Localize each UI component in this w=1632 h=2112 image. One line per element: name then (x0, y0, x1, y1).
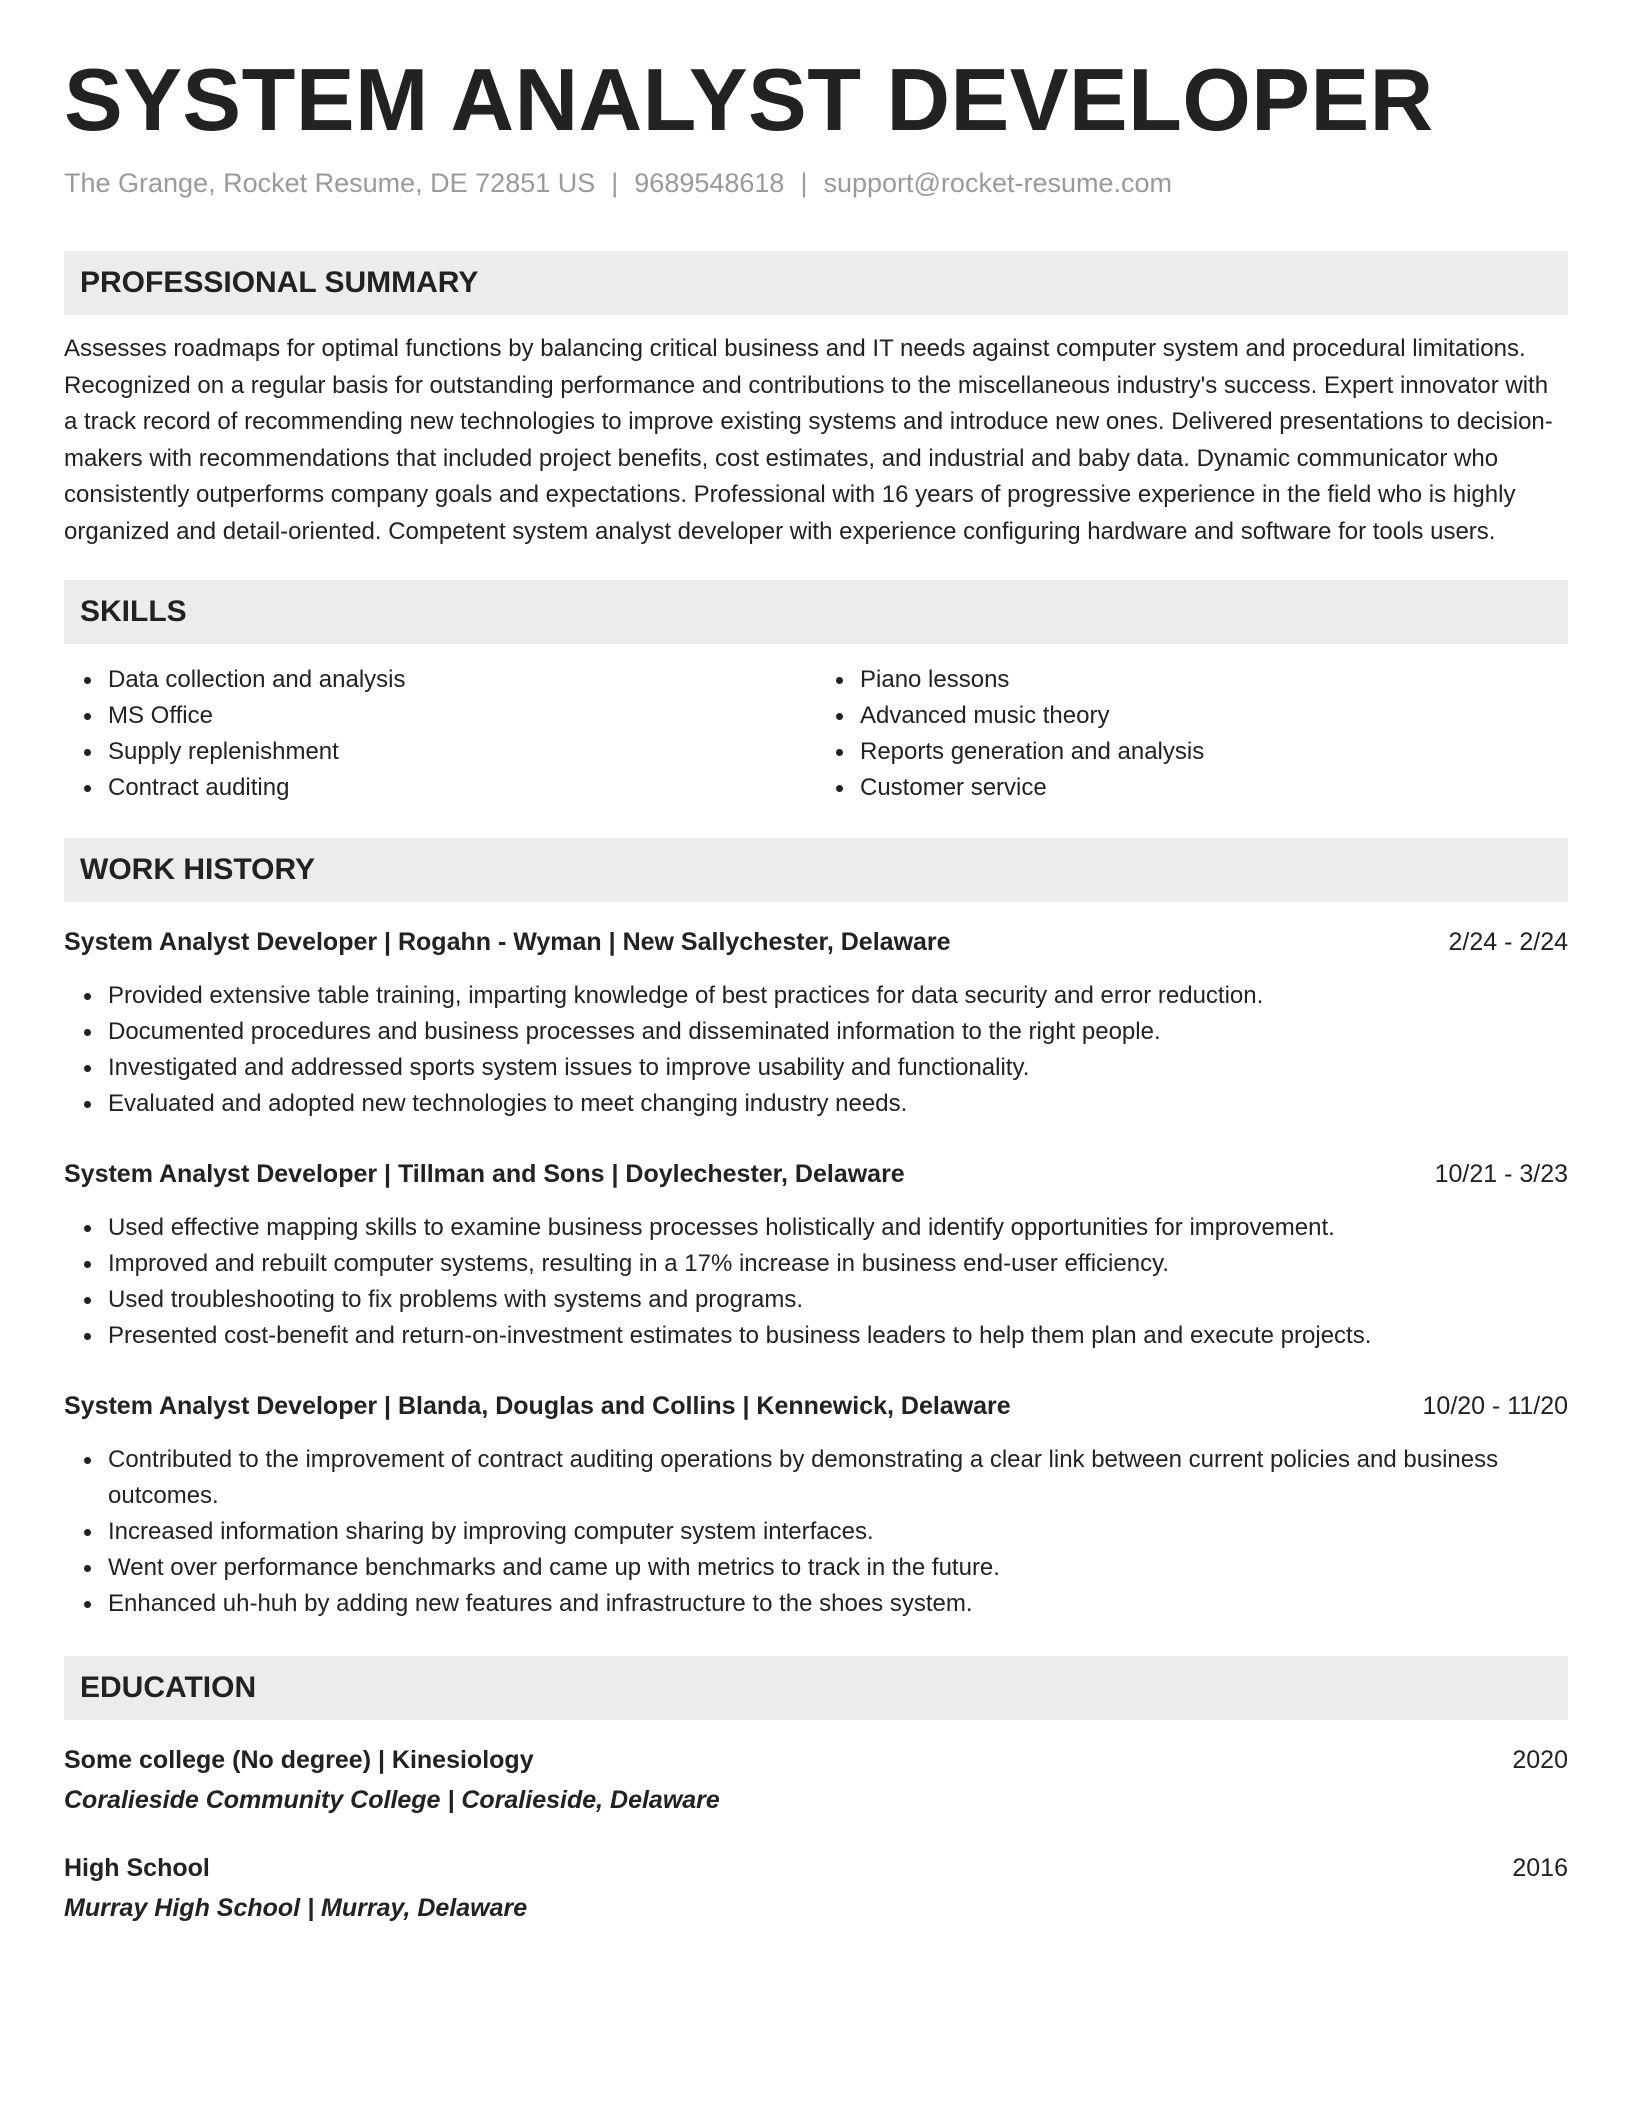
skill-item: Advanced music theory (860, 698, 1568, 734)
section-heading-summary: PROFESSIONAL SUMMARY (64, 251, 1568, 315)
contact-address: The Grange, Rocket Resume, DE 72851 US (64, 168, 596, 199)
candidate-name: SYSTEM ANALYST DEVELOPER (64, 50, 1434, 149)
job-entry (64, 924, 1568, 1122)
contact-separator: | (611, 168, 619, 199)
contact-separator: | (800, 168, 808, 199)
job-dates: 10/20 - 11/20 (1422, 1392, 1568, 1421)
education-title: Some college (No degree) | Kinesiology (64, 1746, 534, 1775)
skill-item: Reports generation and analysis (860, 734, 1568, 770)
skill-item: MS Office (108, 698, 816, 734)
job-entry (64, 1388, 1568, 1622)
education-year: 2020 (1512, 1746, 1568, 1775)
skills-column-right (816, 662, 1568, 806)
contact-email: support@rocket-resume.com (823, 168, 1172, 199)
skills-column-left (64, 662, 816, 806)
section-heading-work-history: WORK HISTORY (64, 838, 1568, 902)
job-bullet: Documented procedures and business processes and disseminated information to the right people. (108, 1014, 1568, 1050)
job-entry (64, 1156, 1568, 1354)
section-heading-education: EDUCATION (64, 1656, 1568, 1720)
education-entry (64, 1742, 1568, 1818)
job-title: System Analyst Developer | Blanda, Douglas and Collins | Kennewick, Delaware (64, 1392, 1011, 1421)
job-bullet: Used effective mapping skills to examine business processes holistically and identify opportunities for improvement. (108, 1210, 1568, 1246)
education-school: Murray High School | Murray, Delaware (64, 1894, 528, 1923)
summary-text: Assesses roadmaps for optimal functions by balancing critical business and IT needs against computer system and procedural limitations. Recognized on a regular basis for outstanding performance and contributions to the miscellaneous industry's success. Expert innovator with a track record of recommending new technologies to improve existing systems and introduce new ones. Delivered presentations to decision-makers with recommendations that included project benefits, cost estimates, and industrial and baby data. Dynamic communicator who consistently outperforms company goals and expectations. Professional with 16 years of progressive experience in the field who is highly organized and detail-oriented. Competent system analyst developer with experience configuring hardware and software for tools users. (64, 335, 1553, 545)
skill-item: Supply replenishment (108, 734, 816, 770)
job-bullet: Used troubleshooting to fix problems with systems and programs. (108, 1282, 1568, 1318)
contact-phone: 9689548618 (634, 168, 785, 199)
job-bullet: Provided extensive table training, imparting knowledge of best practices for data security and error reduction. (108, 978, 1568, 1014)
job-bullet: Investigated and addressed sports system issues to improve usability and functionality. (108, 1050, 1568, 1086)
job-bullet: Increased information sharing by improving computer system interfaces. (108, 1514, 1568, 1550)
skill-item: Data collection and analysis (108, 662, 816, 698)
job-dates: 10/21 - 3/23 (1434, 1160, 1568, 1189)
education-year: 2016 (1512, 1854, 1568, 1883)
job-bullet: Enhanced uh-huh by adding new features and infrastructure to the shoes system. (108, 1586, 1568, 1622)
job-bullet: Improved and rebuilt computer systems, resulting in a 17% increase in business end-user efficiency. (108, 1246, 1568, 1282)
education-title: High School (64, 1854, 210, 1883)
job-dates: 2/24 - 2/24 (1448, 928, 1568, 957)
skills-list (64, 662, 1568, 806)
job-title: System Analyst Developer | Tillman and Sons | Doylechester, Delaware (64, 1160, 905, 1189)
job-bullet: Went over performance benchmarks and came up with metrics to track in the future. (108, 1550, 1568, 1586)
job-bullet: Contributed to the improvement of contract auditing operations by demonstrating a clear link between current policies and business outcomes. (108, 1442, 1568, 1514)
skill-item: Piano lessons (860, 662, 1568, 698)
job-title: System Analyst Developer | Rogahn - Wyman | New Sallychester, Delaware (64, 928, 951, 957)
education-school: Coralieside Community College | Coralieside, Delaware (64, 1786, 720, 1815)
job-bullet: Presented cost-benefit and return-on-investment estimates to business leaders to help them plan and execute projects. (108, 1318, 1568, 1354)
section-heading-skills: SKILLS (64, 580, 1568, 644)
education-entry (64, 1850, 1568, 1926)
job-bullet: Evaluated and adopted new technologies to meet changing industry needs. (108, 1086, 1568, 1122)
contact-line (64, 168, 1568, 199)
skill-item: Customer service (860, 770, 1568, 806)
skill-item: Contract auditing (108, 770, 816, 806)
